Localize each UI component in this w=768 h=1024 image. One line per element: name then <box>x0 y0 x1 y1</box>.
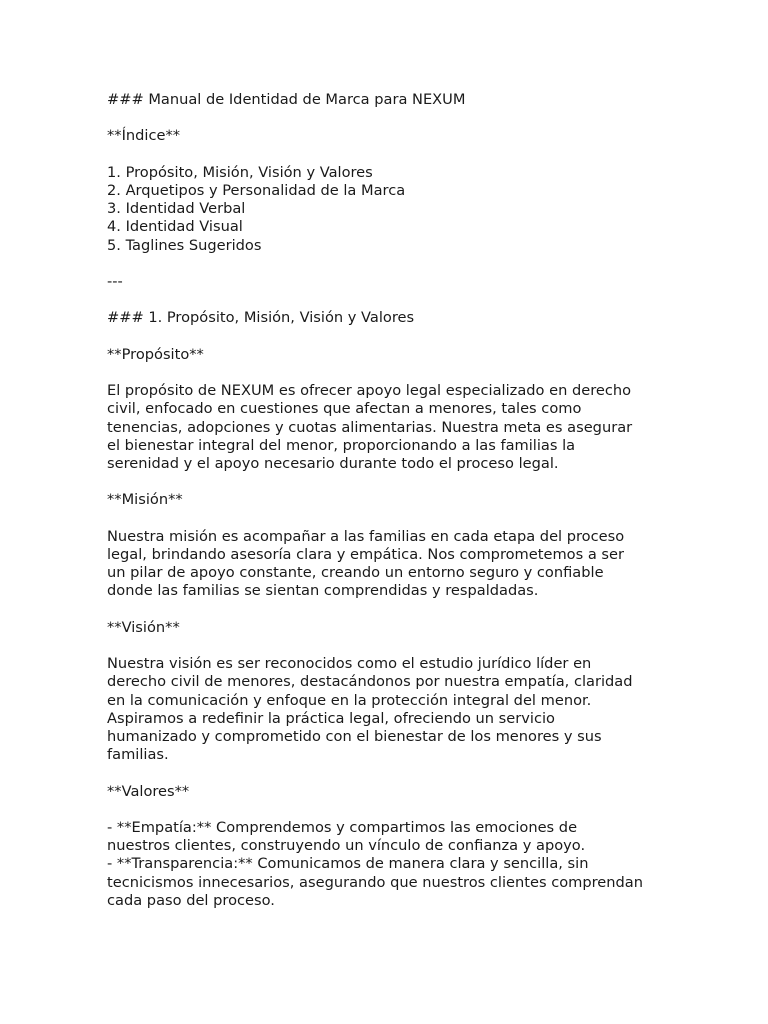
section-heading: ### 1. Propósito, Misión, Visión y Valores <box>107 309 415 327</box>
blank-line <box>107 255 667 273</box>
blank-line <box>107 146 667 164</box>
blank-line <box>107 328 667 346</box>
purpose-text-line: tenencias, adopciones y cuotas alimentarias. Nuestra meta es asegurar <box>107 418 633 436</box>
values-text-line: - **Transparencia:** Comunicamos de manera clara y sencilla, sin <box>107 855 589 873</box>
index-label: **Índice** <box>107 127 181 145</box>
mission-label: **Misión** <box>107 491 183 509</box>
blank-line <box>107 510 667 528</box>
purpose-text-line: civil, enfocado en cuestiones que afectan a menores, tales como <box>107 400 582 418</box>
separator: --- <box>107 272 123 290</box>
values-text-line: nuestros clientes, construyendo un vínculo de confianza y apoyo. <box>107 837 586 855</box>
blank-line <box>107 364 667 382</box>
blank-line <box>107 291 667 309</box>
vision-text-line: Aspiramos a redefinir la práctica legal, ofreciendo un servicio <box>107 709 555 727</box>
mission-text-line: donde las familias se sientan comprendidas y respaldadas. <box>107 582 539 600</box>
vision-text-line: en la comunicación y enfoque en la protección integral del menor. <box>107 691 592 709</box>
vision-text-line: Nuestra visión es ser reconocidos como el estudio jurídico líder en <box>107 655 592 673</box>
mission-text-line: un pilar de apoyo constante, creando un entorno seguro y confiable <box>107 564 604 582</box>
blank-line <box>107 764 667 782</box>
index-item: 2. Arquetipos y Personalidad de la Marca <box>107 181 406 199</box>
purpose-text-line: El propósito de NEXUM es ofrecer apoyo legal especializado en derecho <box>107 382 632 400</box>
blank-line <box>107 473 667 491</box>
blank-line <box>107 801 667 819</box>
purpose-label: **Propósito** <box>107 345 204 363</box>
blank-line <box>107 601 667 619</box>
values-label: **Valores** <box>107 782 190 800</box>
index-item: 3. Identidad Verbal <box>107 200 246 218</box>
blank-line <box>107 109 667 127</box>
vision-text-line: humanizado y comprometido con el bienestar de los menores y sus <box>107 727 602 745</box>
mission-text-line: legal, brindando asesoría clara y empática. Nos comprometemos a ser <box>107 545 624 563</box>
document-heading: ### Manual de Identidad de Marca para NEXUM <box>107 91 466 108</box>
values-text-line: tecnicismos innecesarios, asegurando que nuestros clientes comprendan <box>107 873 643 891</box>
blank-line <box>107 637 667 655</box>
vision-label: **Visión** <box>107 618 180 636</box>
values-text-line: cada paso del proceso. <box>107 891 275 909</box>
purpose-text-line: serenidad y el apoyo necesario durante todo el proceso legal. <box>107 454 559 472</box>
vision-text-line: derecho civil de menores, destacándonos por nuestra empatía, claridad <box>107 673 633 691</box>
purpose-text-line: el bienestar integral del menor, proporcionando a las familias la <box>107 436 576 454</box>
values-text-line: - **Empatía:** Comprendemos y compartimos las emociones de <box>107 818 578 836</box>
vision-text-line: familias. <box>107 746 169 764</box>
index-item: 4. Identidad Visual <box>107 218 243 236</box>
index-item: 1. Propósito, Misión, Visión y Valores <box>107 163 373 181</box>
document-body <box>107 91 667 910</box>
index-item: 5. Taglines Sugeridos <box>107 236 262 254</box>
mission-text-line: Nuestra misión es acompañar a las familias en cada etapa del proceso <box>107 527 625 545</box>
